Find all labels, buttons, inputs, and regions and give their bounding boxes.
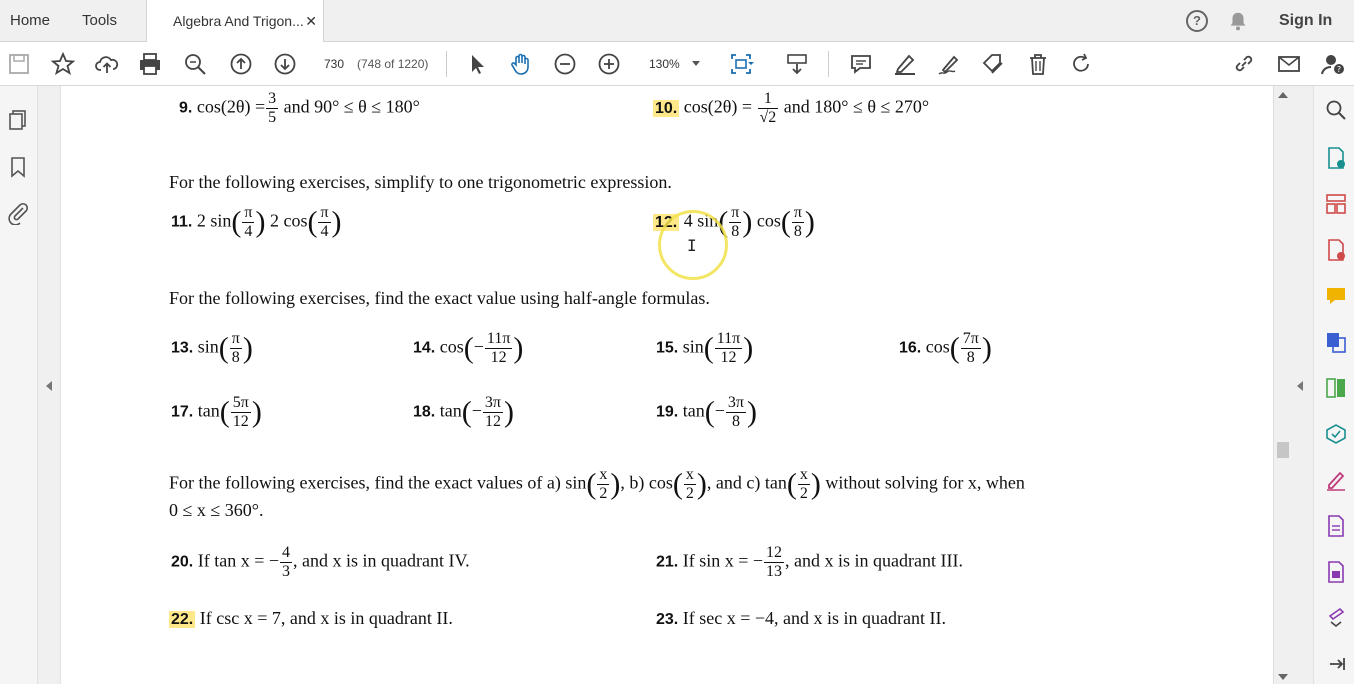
page-fit-icon[interactable] bbox=[728, 51, 754, 77]
exercise-20: 20. If tan x = − $\frac{4}{3}$ , and x is in quadrant IV. bbox=[171, 544, 470, 580]
tab-tools[interactable]: Tools bbox=[82, 12, 118, 29]
edit-pdf-icon[interactable] bbox=[1324, 514, 1348, 538]
share-link-icon[interactable] bbox=[1231, 51, 1257, 77]
exercise-text: and 180° ≤ θ ≤ 270° bbox=[783, 96, 930, 117]
fraction: $\frac{\pi}{4}$ bbox=[320, 204, 329, 240]
exercise-text: and 90° ≤ θ ≤ 180° bbox=[283, 96, 420, 117]
expand-left-panel-icon[interactable] bbox=[46, 381, 52, 391]
sign-in-link[interactable]: Sign In bbox=[1279, 12, 1333, 29]
print-icon[interactable] bbox=[137, 51, 163, 77]
send-for-review-icon[interactable] bbox=[1324, 422, 1348, 446]
redo-icon[interactable] bbox=[1068, 51, 1094, 77]
exercise-number-highlighted: 12. bbox=[655, 213, 678, 231]
exercise-14: 14. cos(− $\frac{11\pi}{12}$ ) bbox=[413, 330, 524, 366]
more-tools-icon[interactable] bbox=[1324, 606, 1348, 630]
section-instruction: For the following exercises, find the exact value using half-angle formulas. bbox=[169, 288, 710, 308]
fill-sign-icon[interactable] bbox=[1324, 468, 1348, 492]
scroll-down-icon[interactable] bbox=[1278, 674, 1288, 680]
chevron-down-icon[interactable] bbox=[692, 61, 700, 66]
document-page bbox=[61, 86, 1273, 684]
left-navigation-rail bbox=[0, 86, 38, 684]
exercise-number-highlighted: 22. bbox=[171, 611, 194, 628]
compare-files-icon[interactable] bbox=[1324, 376, 1348, 400]
toolbar-divider bbox=[446, 51, 447, 77]
exercise-12: 12. 4 sin( $\frac{\pi}{8}$ ) cos( $\frac{\pi}{8}$ ) bbox=[655, 204, 815, 240]
next-page-icon[interactable] bbox=[272, 51, 298, 77]
create-pdf-icon[interactable] bbox=[1324, 238, 1348, 262]
highlight-pen-icon[interactable] bbox=[892, 51, 918, 77]
export-pdf-icon[interactable] bbox=[1324, 146, 1348, 170]
comment-icon[interactable] bbox=[848, 51, 874, 77]
tab-bar bbox=[0, 0, 1354, 42]
attachment-icon[interactable] bbox=[6, 201, 30, 225]
exercise-number-highlighted: 10. bbox=[655, 99, 678, 117]
vertical-scrollbar[interactable] bbox=[1273, 86, 1291, 684]
text-cursor-icon: I bbox=[687, 236, 697, 255]
exercise-text: cos(2θ) = bbox=[196, 96, 266, 117]
exercise-text: 2 sin bbox=[196, 210, 232, 231]
zoom-in-icon[interactable] bbox=[596, 51, 622, 77]
tab-home[interactable]: Home bbox=[10, 12, 51, 29]
bookmark-icon[interactable] bbox=[6, 155, 30, 179]
exercise-number: 9. bbox=[179, 99, 193, 117]
fraction: $\frac{\pi}{8}$ bbox=[731, 204, 740, 240]
svg-text:?: ? bbox=[1336, 65, 1342, 74]
exercise-9 bbox=[179, 90, 420, 127]
bell-icon[interactable] bbox=[1227, 9, 1249, 33]
comment-tool-icon[interactable] bbox=[1324, 284, 1348, 308]
collapse-tools-icon[interactable] bbox=[1324, 652, 1348, 676]
exercise-text: 4 sin bbox=[683, 210, 719, 231]
fraction: $\frac{1}{√2}$ bbox=[759, 90, 777, 126]
toolbar-divider bbox=[828, 51, 829, 77]
exercise-19: 19. tan(− $\frac{3\pi}{8}$ ) bbox=[656, 394, 757, 430]
fraction: $\frac{\pi}{4}$ bbox=[244, 204, 253, 240]
exercise-15: 15. sin( $\frac{11\pi}{12}$ ) bbox=[656, 330, 754, 366]
zoom-search-icon[interactable] bbox=[182, 51, 208, 77]
exercise-10 bbox=[653, 90, 929, 127]
exercise-17: 17. tan( $\frac{5\pi}{12}$ ) bbox=[171, 394, 262, 430]
exercise-text: 2 cos bbox=[269, 210, 308, 231]
account-help-icon[interactable] bbox=[1320, 51, 1346, 77]
help-icon[interactable]: ? bbox=[1186, 10, 1208, 32]
exercise-16: 16. cos( $\frac{7\pi}{8}$ ) bbox=[899, 330, 992, 366]
email-icon[interactable] bbox=[1276, 51, 1302, 77]
select-cursor-icon[interactable] bbox=[464, 51, 490, 77]
exercise-18: 18. tan(− $\frac{3\pi}{12}$ ) bbox=[413, 394, 514, 430]
toolbar bbox=[0, 42, 1354, 86]
trash-icon[interactable] bbox=[1025, 51, 1051, 77]
hand-tool-icon[interactable] bbox=[508, 51, 534, 77]
fraction: $\frac{3}{5}$ bbox=[268, 90, 277, 126]
exercise-21: 21. If sin x = − $\frac{12}{13}$ , and x is in quadrant III. bbox=[656, 544, 963, 580]
page-count: (748 of 1220) bbox=[357, 57, 429, 71]
tab-document[interactable] bbox=[146, 0, 324, 43]
exercise-11: 11. 2 sin( $\frac{\pi}{4}$ ) 2 cos( $\frac{\pi}{4}$ ) bbox=[171, 204, 342, 240]
protect-pdf-icon[interactable] bbox=[1324, 560, 1348, 584]
section-instruction-line2: 0 ≤ x ≤ 360°. bbox=[169, 500, 264, 520]
exercise-22: 22. If csc x = 7, and x is in quadrant II. bbox=[171, 608, 453, 628]
sign-pen-icon[interactable] bbox=[936, 51, 962, 77]
zoom-out-icon[interactable] bbox=[552, 51, 578, 77]
organize-pages-icon[interactable] bbox=[1324, 192, 1348, 216]
exercise-text: cos bbox=[756, 210, 781, 231]
search-zoom-icon[interactable] bbox=[1324, 98, 1348, 122]
page-number-input[interactable]: 730 bbox=[323, 57, 345, 71]
star-icon[interactable] bbox=[50, 51, 76, 77]
scroll-up-icon[interactable] bbox=[1278, 92, 1288, 98]
exercise-number: 11. bbox=[171, 213, 193, 231]
close-tab-icon[interactable]: ✕ bbox=[305, 13, 317, 29]
previous-page-icon[interactable] bbox=[228, 51, 254, 77]
fraction: $\frac{\pi}{8}$ bbox=[793, 204, 802, 240]
exercise-23: 23. If sec x = −4, and x is in quadrant II. bbox=[656, 608, 946, 628]
scroll-mode-icon[interactable] bbox=[784, 51, 810, 77]
stamp-edit-icon[interactable] bbox=[980, 51, 1006, 77]
save-icon[interactable] bbox=[6, 51, 32, 77]
exercise-13: 13. sin( $\frac{\pi}{8}$ ) bbox=[171, 330, 253, 366]
upload-cloud-icon[interactable] bbox=[94, 51, 120, 77]
expand-right-panel-icon[interactable] bbox=[1297, 381, 1303, 391]
section-instruction: For the following exercises, simplify to one trigonometric expression. bbox=[169, 172, 672, 192]
combine-files-icon[interactable] bbox=[1324, 330, 1348, 354]
section-instruction: For the following exercises, find the exact values of a) sin( $\frac{x}{2}$ ), b) cos( $\frac{x}{2}$ ), and c) tan( $\frac{x}{2}$ ) without solving for x, when bbox=[169, 466, 1025, 502]
document-tab-title: Algebra And Trigon... bbox=[173, 13, 304, 29]
exercise-text: cos(2θ) = bbox=[683, 96, 753, 117]
zoom-level-select[interactable]: 130% bbox=[649, 57, 680, 71]
right-tools-rail bbox=[1313, 86, 1354, 684]
scroll-thumb[interactable] bbox=[1277, 442, 1289, 458]
page-thumbnails-icon[interactable] bbox=[6, 108, 30, 132]
